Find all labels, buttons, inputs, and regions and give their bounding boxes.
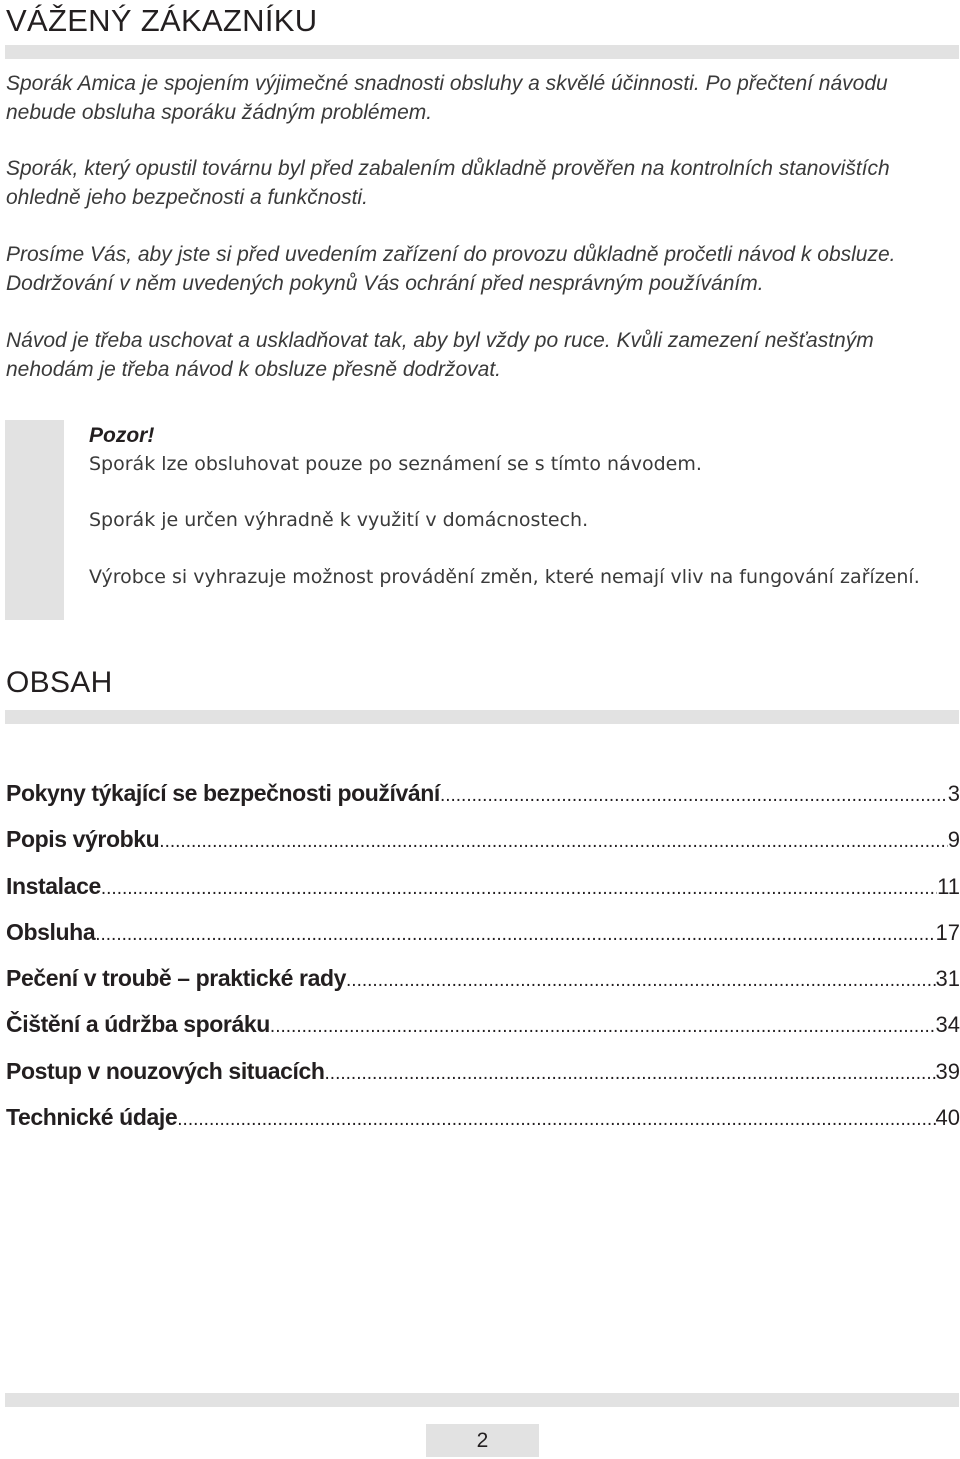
heading-divider — [5, 45, 959, 59]
toc-entry-title: Technické údaje — [6, 1104, 178, 1131]
footer-divider — [5, 1393, 959, 1407]
toc-entry[interactable] — [6, 1011, 960, 1057]
contents-heading: OBSAH — [6, 666, 113, 699]
toc-leader — [440, 785, 948, 807]
toc-entry-title: Pokyny týkající se bezpečnosti používání — [6, 780, 440, 806]
toc-entry[interactable] — [6, 780, 960, 826]
toc-entry[interactable] — [6, 1058, 960, 1104]
intro-paragraph: Sporák Amica je spojením výjimečné snadnosti obsluhy a skvělé účinnosti. Po přečtení návodu nebude obsluha sporáku žádným problémem. — [6, 72, 888, 124]
toc-entry-title: Instalace — [6, 872, 101, 899]
toc-leader — [325, 1063, 936, 1085]
intro-paragraph: Sporák, který opustil továrnu byl před zabalením důkladně prověřen na kontrolních stanovištích ohledně jeho bezpečnosti a funkčnosti. — [6, 157, 890, 209]
toc-entry-title: Obsluha — [6, 918, 96, 945]
toc-entry-page: 39 — [935, 1058, 960, 1084]
intro-paragraph: Návod je třeba uschovat a uskladňovat tak, aby byl vždy po ruce. Kvůli zamezení nešťastným nehodám je třeba návod k obsluze přesně dodržovat. — [6, 329, 874, 381]
toc-entry-page: 9 — [947, 827, 960, 853]
note-title: Pozor! — [89, 424, 155, 447]
toc-entry[interactable] — [6, 919, 960, 965]
toc-entry-title: Čištění a údržba sporáku — [6, 1011, 270, 1038]
toc-entry-page: 40 — [935, 1105, 960, 1131]
table-of-contents — [6, 780, 960, 1150]
toc-leader — [95, 924, 935, 946]
toc-entry-title: Popis výrobku — [6, 826, 160, 853]
note-line: Sporák lze obsluhovat pouze po seznámení se s tímto návodem. — [89, 453, 702, 475]
toc-entry-page: 17 — [935, 919, 960, 945]
toc-leader — [159, 831, 947, 853]
note-line: Výrobce si vyhrazuje možnost provádění změn, které nemají vliv na fungování zařízení. — [89, 566, 920, 588]
toc-entry-title: Pečení v troubě – praktické rady — [6, 965, 347, 992]
contents-divider — [5, 710, 959, 724]
toc-leader — [101, 878, 937, 900]
intro-paragraph: Prosíme Vás, aby jste si před uvedením zařízení do provozu důkladně pročetli návod k obsluze. Dodržování v něm uvedených pokynů Vás ochrání před nesprávným používáním. — [6, 243, 896, 295]
toc-entry-page: 34 — [935, 1012, 960, 1038]
toc-leader — [270, 1016, 936, 1038]
toc-entry-page: 31 — [935, 966, 960, 992]
toc-entry[interactable] — [6, 965, 960, 1011]
note-marker — [5, 420, 64, 620]
note-line: Sporák je určen výhradně k využití v domácnostech. — [89, 509, 589, 531]
page-number: 2 — [426, 1424, 539, 1457]
toc-entry[interactable] — [6, 873, 960, 919]
toc-leader — [346, 970, 935, 992]
toc-entry-title: Postup v nouzových situacích — [6, 1057, 325, 1084]
welcome-heading: VÁŽENÝ ZÁKAZNÍKU — [6, 3, 318, 38]
toc-entry-page: 3 — [947, 781, 960, 806]
toc-entry[interactable] — [6, 826, 960, 872]
toc-entry-page: 11 — [937, 873, 960, 899]
toc-entry[interactable] — [6, 1104, 960, 1150]
toc-leader — [177, 1109, 935, 1131]
